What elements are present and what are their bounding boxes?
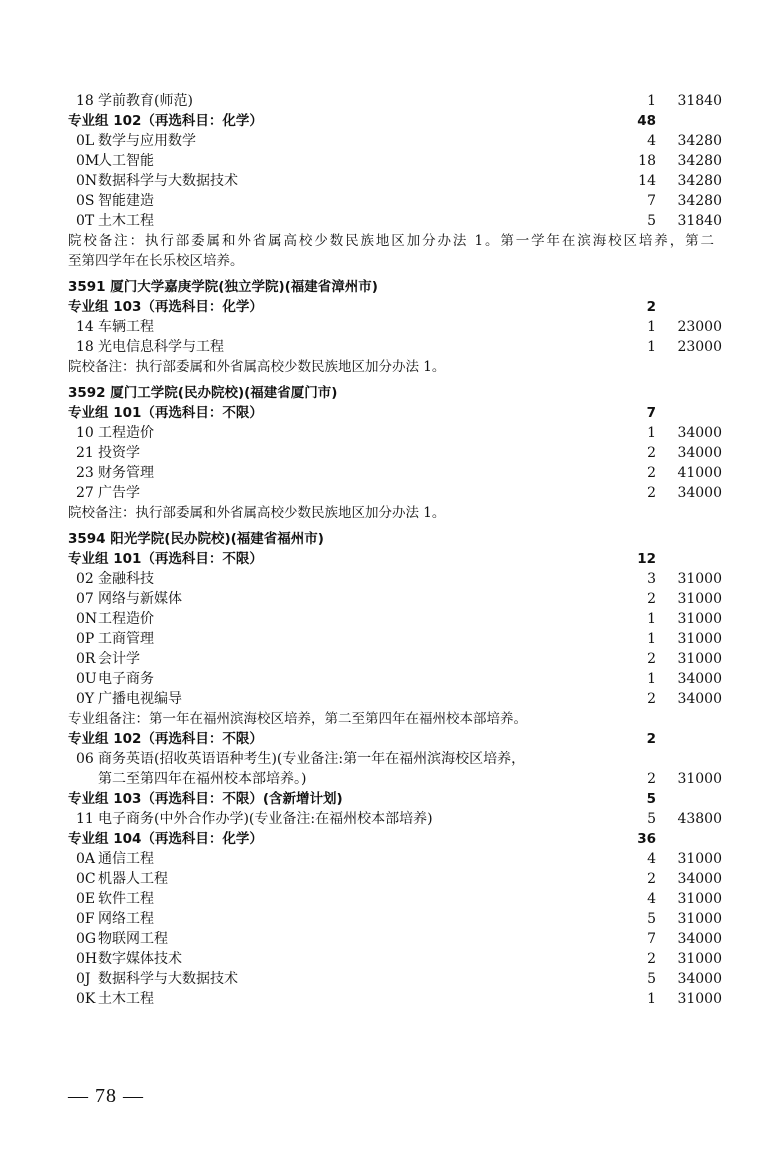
tuition-fee: 31840: [677, 213, 722, 229]
group-total: 2: [646, 731, 656, 747]
group-title: 专业组 101（再选科目：不限）: [68, 405, 263, 421]
major-code: 06: [76, 751, 94, 767]
tuition-fee: 34280: [677, 133, 722, 149]
major-row: [0, 989, 777, 1009]
plan-count: 1: [647, 93, 656, 109]
tuition-fee: 31000: [677, 591, 722, 607]
tuition-fee: 31000: [677, 991, 722, 1007]
major-name: 光电信息科学与工程: [98, 339, 224, 355]
major-row: [0, 211, 777, 231]
plan-count: 1: [647, 631, 656, 647]
major-name: 学前教育(师范): [98, 93, 193, 109]
tuition-fee: 34000: [677, 485, 722, 501]
major-code: 0G: [76, 931, 97, 947]
major-name: 工程造价: [98, 611, 154, 627]
plan-count: 5: [647, 213, 656, 229]
major-row: [0, 609, 777, 629]
plan-count: 3: [647, 571, 656, 587]
group-title: 专业组 103（再选科目：不限）(含新增计划): [68, 791, 343, 807]
major-row: [0, 151, 777, 171]
major-name: 投资学: [98, 445, 140, 461]
plan-count: 14: [638, 173, 656, 189]
major-name-continued: 第二至第四年在福州校本部培养。): [98, 771, 307, 787]
major-name: 电子商务: [98, 671, 154, 687]
note-text: 院校备注：执行部委属和外省属高校少数民族地区加分办法 1。第一学年在滨海校区培养，第二: [68, 233, 714, 249]
tuition-fee: 31000: [677, 771, 722, 787]
major-name: 智能建造: [98, 193, 154, 209]
major-name: 通信工程: [98, 851, 154, 867]
tuition-fee: 43800: [677, 811, 722, 827]
major-name: 机器人工程: [98, 871, 168, 887]
plan-count: 1: [647, 991, 656, 1007]
group-header: [0, 729, 777, 749]
tuition-fee: 31000: [677, 651, 722, 667]
group-header: [0, 403, 777, 423]
major-code: 0F: [76, 911, 95, 927]
group-header: [0, 111, 777, 131]
major-name: 车辆工程: [98, 319, 154, 335]
plan-count: 7: [647, 193, 656, 209]
major-row: [0, 949, 777, 969]
group-title: 专业组 104（再选科目：化学）: [68, 831, 263, 847]
plan-count: 1: [647, 425, 656, 441]
major-row: [0, 443, 777, 463]
group-header: [0, 789, 777, 809]
major-code: 14: [76, 319, 94, 335]
major-row: [0, 589, 777, 609]
major-code: 0E: [76, 891, 96, 907]
major-code: 10: [76, 425, 94, 441]
plan-count: 1: [647, 671, 656, 687]
plan-count: 2: [647, 771, 656, 787]
tuition-fee: 34000: [677, 691, 722, 707]
major-row: [0, 629, 777, 649]
major-name: 电子商务(中外合作办学)(专业备注:在福州校本部培养): [98, 811, 433, 827]
group-title: 专业组 101（再选科目：不限）: [68, 551, 263, 567]
note-row: [0, 231, 777, 251]
plan-count: 1: [647, 611, 656, 627]
plan-count: 1: [647, 339, 656, 355]
major-code: 18: [76, 93, 94, 109]
plan-count: 5: [647, 811, 656, 827]
plan-count: 2: [647, 691, 656, 707]
major-code: 0C: [76, 871, 96, 887]
major-row: [0, 849, 777, 869]
note-text: 至第四学年在长乐校区培养。: [68, 253, 244, 269]
group-total: 7: [646, 405, 656, 421]
tuition-fee: 34000: [677, 445, 722, 461]
major-code: 07: [76, 591, 94, 607]
major-code: 27: [76, 485, 94, 501]
tuition-fee: 34000: [677, 425, 722, 441]
major-row-continued: [0, 769, 777, 789]
major-code: 11: [76, 811, 94, 827]
page-number: — 78 —: [68, 1085, 144, 1107]
group-total: 36: [637, 831, 656, 847]
school-title: 3592 厦门工学院(民办院校)(福建省厦门市): [68, 385, 338, 401]
school-header: [0, 383, 777, 403]
major-code: 0H: [76, 951, 98, 967]
major-name: 广告学: [98, 485, 140, 501]
major-row: [0, 909, 777, 929]
tuition-fee: 34280: [677, 153, 722, 169]
major-code: 0U: [76, 671, 97, 687]
major-row: [0, 171, 777, 191]
major-row: [0, 809, 777, 829]
group-header: [0, 549, 777, 569]
tuition-fee: 34000: [677, 871, 722, 887]
major-code: 0L: [76, 133, 95, 149]
tuition-fee: 31000: [677, 631, 722, 647]
school-header: [0, 277, 777, 297]
group-title: 专业组 102（再选科目：化学）: [68, 113, 263, 129]
note-row: [0, 251, 777, 271]
plan-count: 2: [647, 951, 656, 967]
major-name: 土木工程: [98, 991, 154, 1007]
major-row: [0, 91, 777, 111]
major-name: 商务英语(招收英语语种考生)(专业备注:第一年在福州滨海校区培养，: [98, 751, 526, 767]
major-row: [0, 669, 777, 689]
plan-count: 2: [647, 465, 656, 481]
major-name: 工程造价: [98, 425, 154, 441]
tuition-fee: 23000: [677, 319, 722, 335]
tuition-fee: 34280: [677, 193, 722, 209]
plan-count: 18: [638, 153, 656, 169]
tuition-fee: 31000: [677, 891, 722, 907]
major-code: 0K: [76, 991, 96, 1007]
group-total: 12: [637, 551, 656, 567]
major-name: 土木工程: [98, 213, 154, 229]
major-row: [0, 463, 777, 483]
group-title: 专业组 103（再选科目：化学）: [68, 299, 263, 315]
group-total: 48: [637, 113, 656, 129]
major-code: 0M: [76, 153, 100, 169]
plan-count: 5: [647, 911, 656, 927]
major-name: 人工智能: [98, 153, 154, 169]
tuition-fee: 31840: [677, 93, 722, 109]
plan-count: 2: [647, 871, 656, 887]
plan-count: 1: [647, 319, 656, 335]
major-name: 广播电视编导: [98, 691, 182, 707]
major-code: 0J: [76, 971, 91, 987]
major-name: 物联网工程: [98, 931, 168, 947]
tuition-fee: 23000: [677, 339, 722, 355]
major-code: 0N: [76, 611, 98, 627]
major-row: [0, 337, 777, 357]
major-name: 会计学: [98, 651, 140, 667]
plan-count: 4: [647, 133, 656, 149]
major-row: [0, 869, 777, 889]
major-name: 金融科技: [98, 571, 154, 587]
major-row: [0, 969, 777, 989]
group-header: [0, 829, 777, 849]
major-row: [0, 191, 777, 211]
major-code: 21: [76, 445, 94, 461]
note-text: 院校备注：执行部委属和外省属高校少数民族地区加分办法 1。: [68, 359, 446, 375]
note-text: 院校备注：执行部委属和外省属高校少数民族地区加分办法 1。: [68, 505, 446, 521]
tuition-fee: 34280: [677, 173, 722, 189]
group-total: 5: [646, 791, 656, 807]
major-name: 网络工程: [98, 911, 154, 927]
major-name: 数学与应用数学: [98, 133, 196, 149]
major-row: [0, 483, 777, 503]
plan-count: 7: [647, 931, 656, 947]
tuition-fee: 31000: [677, 571, 722, 587]
tuition-fee: 34000: [677, 931, 722, 947]
plan-count: 2: [647, 591, 656, 607]
tuition-fee: 41000: [677, 465, 722, 481]
tuition-fee: 34000: [677, 671, 722, 687]
school-title: 3594 阳光学院(民办院校)(福建省福州市): [68, 531, 324, 547]
plan-count: 2: [647, 651, 656, 667]
plan-count: 2: [647, 485, 656, 501]
group-header: [0, 297, 777, 317]
admission-plan-list: [0, 91, 777, 1009]
major-row: [0, 929, 777, 949]
tuition-fee: 31000: [677, 911, 722, 927]
major-row: [0, 749, 777, 769]
major-code: 02: [76, 571, 94, 587]
group-total: 2: [646, 299, 656, 315]
tuition-fee: 31000: [677, 851, 722, 867]
major-row: [0, 131, 777, 151]
major-name: 数据科学与大数据技术: [98, 173, 238, 189]
major-row: [0, 317, 777, 337]
major-code: 0T: [76, 213, 95, 229]
major-name: 数字媒体技术: [98, 951, 182, 967]
plan-count: 5: [647, 971, 656, 987]
major-row: [0, 649, 777, 669]
major-code: 0Y: [76, 691, 95, 707]
major-row: [0, 569, 777, 589]
plan-count: 4: [647, 851, 656, 867]
major-code: 18: [76, 339, 94, 355]
note-row: [0, 503, 777, 523]
plan-count: 4: [647, 891, 656, 907]
major-code: 0N: [76, 173, 98, 189]
note-row: [0, 357, 777, 377]
major-code: 0S: [76, 193, 95, 209]
major-code: 0A: [76, 851, 96, 867]
note-text: 专业组备注：第一年在福州滨海校区培养，第二至第四年在福州校本部培养。: [68, 711, 527, 727]
school-header: [0, 529, 777, 549]
school-title: 3591 厦门大学嘉庚学院(独立学院)(福建省漳州市): [68, 279, 378, 295]
major-code: 0P: [76, 631, 95, 647]
major-name: 网络与新媒体: [98, 591, 182, 607]
major-name: 工商管理: [98, 631, 154, 647]
major-name: 财务管理: [98, 465, 154, 481]
major-code: 23: [76, 465, 94, 481]
plan-count: 2: [647, 445, 656, 461]
major-row: [0, 423, 777, 443]
tuition-fee: 34000: [677, 971, 722, 987]
major-code: 0R: [76, 651, 96, 667]
major-name: 数据科学与大数据技术: [98, 971, 238, 987]
major-name: 软件工程: [98, 891, 154, 907]
major-row: [0, 689, 777, 709]
tuition-fee: 31000: [677, 611, 722, 627]
major-row: [0, 889, 777, 909]
group-title: 专业组 102（再选科目：不限）: [68, 731, 263, 747]
note-row: [0, 709, 777, 729]
tuition-fee: 31000: [677, 951, 722, 967]
